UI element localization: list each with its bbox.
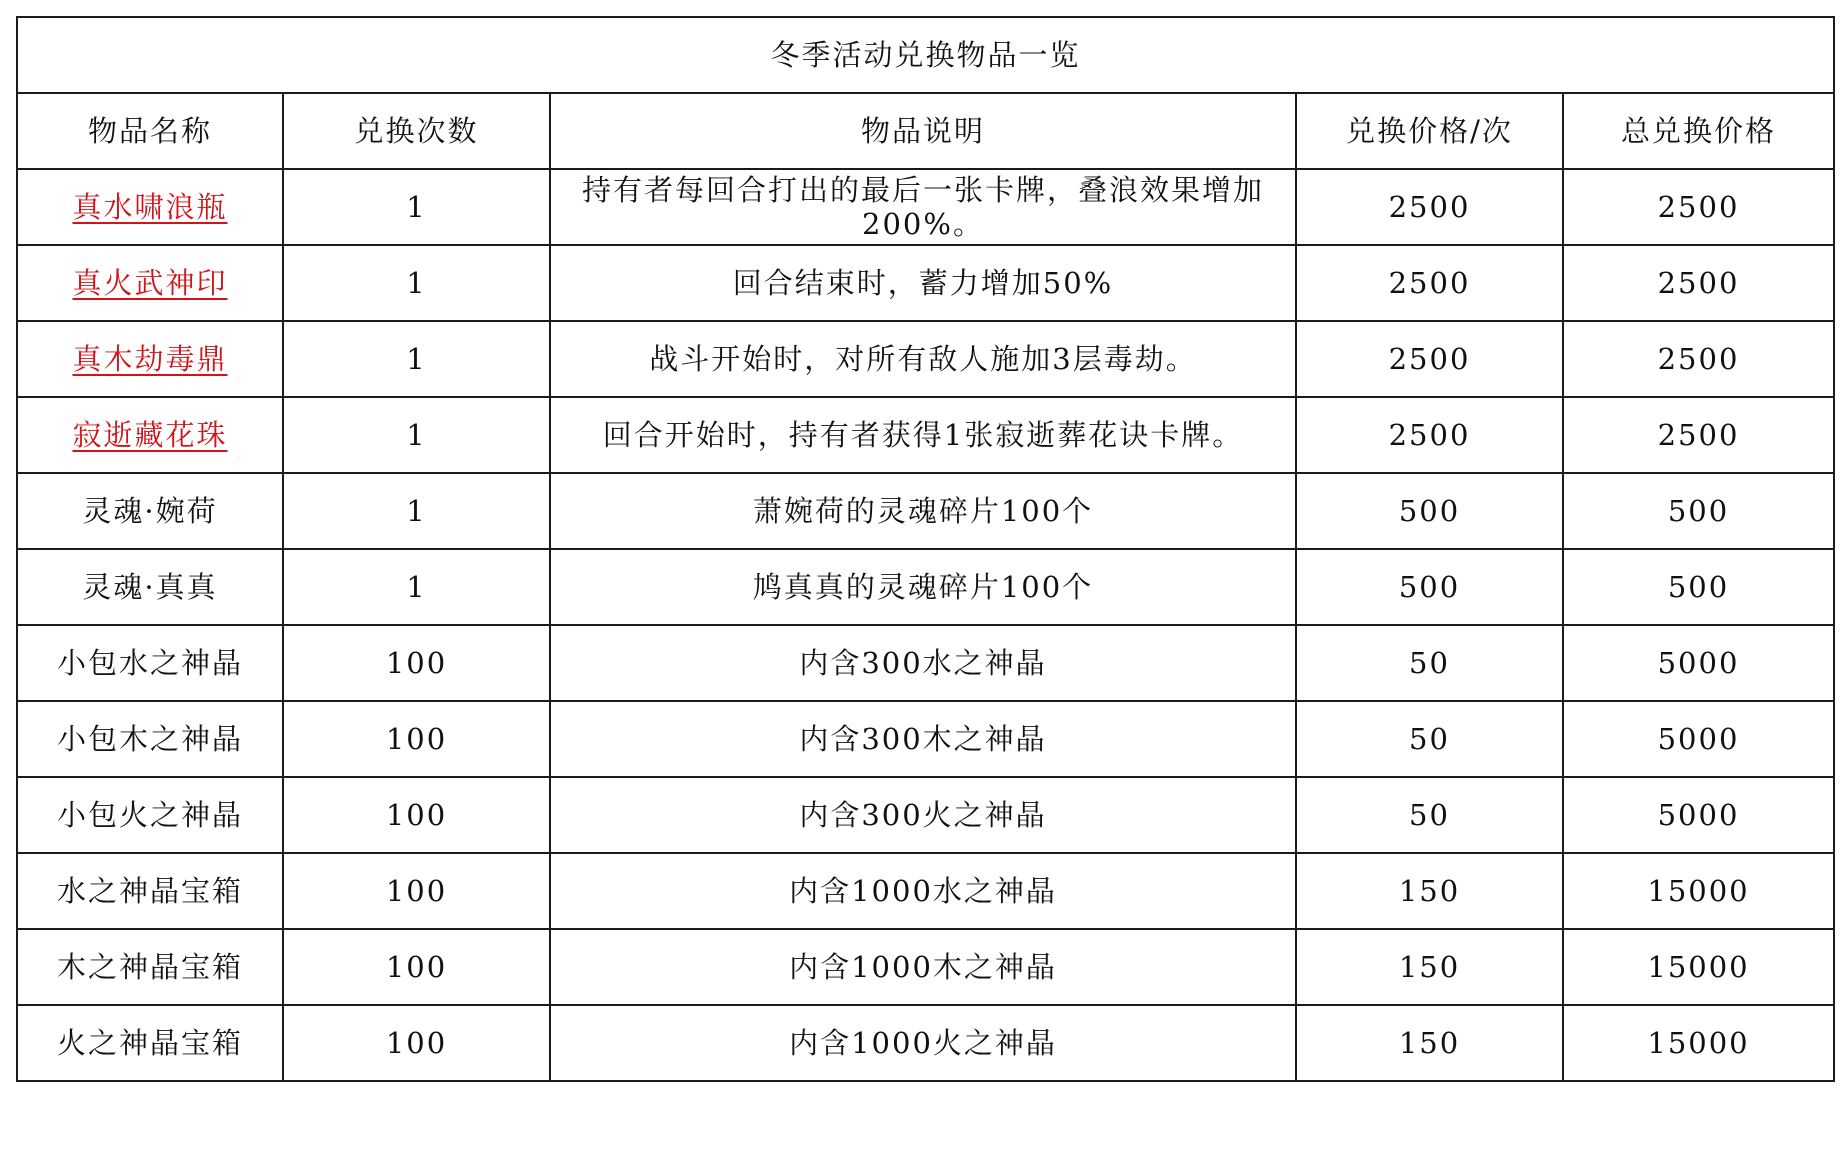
item-name-link[interactable]: 寂逝藏花珠 — [72, 418, 228, 452]
item-name-cell — [17, 853, 283, 929]
item-description-cell: 内含1000木之神晶 — [550, 929, 1296, 1005]
item-name-cell — [17, 929, 283, 1005]
exchange-count-cell: 100 — [283, 929, 550, 1005]
item-description-cell: 内含300水之神晶 — [550, 625, 1296, 701]
item-name-link[interactable]: 真火武神印 — [72, 266, 228, 300]
item-name-text: 木之神晶宝箱 — [56, 950, 243, 984]
table-title: 冬季活动兑换物品一览 — [17, 17, 1834, 93]
table-row — [17, 397, 1834, 473]
table-row — [17, 625, 1834, 701]
price-per-exchange-cell: 2500 — [1296, 245, 1563, 321]
item-name-text: 灵魂·真真 — [82, 570, 218, 604]
header-row — [17, 93, 1834, 169]
total-price-cell: 2500 — [1563, 397, 1834, 473]
exchange-sheet — [16, 16, 1833, 1082]
item-name-cell — [17, 397, 283, 473]
price-per-exchange-cell: 150 — [1296, 853, 1563, 929]
item-description-cell: 回合结束时，蓄力增加50% — [550, 245, 1296, 321]
item-description-cell: 内含300木之神晶 — [550, 701, 1296, 777]
total-price-cell: 15000 — [1563, 929, 1834, 1005]
price-per-exchange-cell: 500 — [1296, 549, 1563, 625]
exchange-count-cell: 1 — [283, 397, 550, 473]
price-per-exchange-cell: 2500 — [1296, 397, 1563, 473]
total-price-cell: 5000 — [1563, 625, 1834, 701]
table-row — [17, 701, 1834, 777]
price-per-exchange-cell: 50 — [1296, 701, 1563, 777]
total-price-cell: 5000 — [1563, 777, 1834, 853]
item-name-text: 小包水之神晶 — [56, 646, 243, 680]
table-row — [17, 853, 1834, 929]
total-price-cell: 500 — [1563, 473, 1834, 549]
header-item-description: 物品说明 — [550, 93, 1296, 169]
item-name-cell — [17, 701, 283, 777]
title-row — [17, 17, 1834, 93]
exchange-count-cell: 100 — [283, 625, 550, 701]
item-description-cell: 持有者每回合打出的最后一张卡牌，叠浪效果增加200%。 — [550, 169, 1296, 245]
item-name-link[interactable]: 真水啸浪瓶 — [72, 190, 228, 224]
item-name-cell — [17, 777, 283, 853]
price-per-exchange-cell: 2500 — [1296, 321, 1563, 397]
header-price-per-exchange: 兑换价格/次 — [1296, 93, 1563, 169]
table-row — [17, 245, 1834, 321]
item-name-cell — [17, 321, 283, 397]
table-row — [17, 549, 1834, 625]
item-name-cell — [17, 549, 283, 625]
item-name-text: 灵魂·婉荷 — [82, 494, 218, 528]
exchange-count-cell: 1 — [283, 245, 550, 321]
table-body — [17, 169, 1834, 1081]
price-per-exchange-cell: 150 — [1296, 1005, 1563, 1081]
header-total-price: 总兑换价格 — [1563, 93, 1834, 169]
item-name-cell — [17, 1005, 283, 1081]
item-name-link[interactable]: 真木劫毒鼎 — [72, 342, 228, 376]
exchange-count-cell: 100 — [283, 701, 550, 777]
exchange-count-cell: 1 — [283, 549, 550, 625]
header-exchange-count: 兑换次数 — [283, 93, 550, 169]
item-name-cell — [17, 625, 283, 701]
item-name-text: 小包木之神晶 — [56, 722, 243, 756]
exchange-count-cell: 100 — [283, 1005, 550, 1081]
exchange-count-cell: 100 — [283, 777, 550, 853]
table-row — [17, 473, 1834, 549]
exchange-table — [16, 16, 1835, 1082]
table-row — [17, 777, 1834, 853]
table-row — [17, 321, 1834, 397]
item-name-cell — [17, 473, 283, 549]
table-row — [17, 929, 1834, 1005]
total-price-cell: 15000 — [1563, 1005, 1834, 1081]
item-name-cell — [17, 169, 283, 245]
total-price-cell: 15000 — [1563, 853, 1834, 929]
item-description-cell: 萧婉荷的灵魂碎片100个 — [550, 473, 1296, 549]
exchange-count-cell: 100 — [283, 853, 550, 929]
item-description-cell: 回合开始时，持有者获得1张寂逝葬花诀卡牌。 — [550, 397, 1296, 473]
item-name-cell — [17, 245, 283, 321]
table-row — [17, 1005, 1834, 1081]
price-per-exchange-cell: 150 — [1296, 929, 1563, 1005]
total-price-cell: 2500 — [1563, 321, 1834, 397]
item-description-cell: 鸠真真的灵魂碎片100个 — [550, 549, 1296, 625]
item-description-cell: 内含1000火之神晶 — [550, 1005, 1296, 1081]
price-per-exchange-cell: 500 — [1296, 473, 1563, 549]
total-price-cell: 2500 — [1563, 169, 1834, 245]
exchange-count-cell: 1 — [283, 321, 550, 397]
item-name-text: 小包火之神晶 — [56, 798, 243, 832]
exchange-count-cell: 1 — [283, 169, 550, 245]
header-item-name: 物品名称 — [17, 93, 283, 169]
price-per-exchange-cell: 2500 — [1296, 169, 1563, 245]
price-per-exchange-cell: 50 — [1296, 625, 1563, 701]
item-description-cell: 内含1000水之神晶 — [550, 853, 1296, 929]
item-name-text: 水之神晶宝箱 — [56, 874, 243, 908]
total-price-cell: 2500 — [1563, 245, 1834, 321]
price-per-exchange-cell: 50 — [1296, 777, 1563, 853]
item-name-text: 火之神晶宝箱 — [56, 1026, 243, 1060]
item-description-cell: 战斗开始时，对所有敌人施加3层毒劫。 — [550, 321, 1296, 397]
item-description-cell: 内含300火之神晶 — [550, 777, 1296, 853]
exchange-count-cell: 1 — [283, 473, 550, 549]
table-row — [17, 169, 1834, 245]
total-price-cell: 500 — [1563, 549, 1834, 625]
total-price-cell: 5000 — [1563, 701, 1834, 777]
